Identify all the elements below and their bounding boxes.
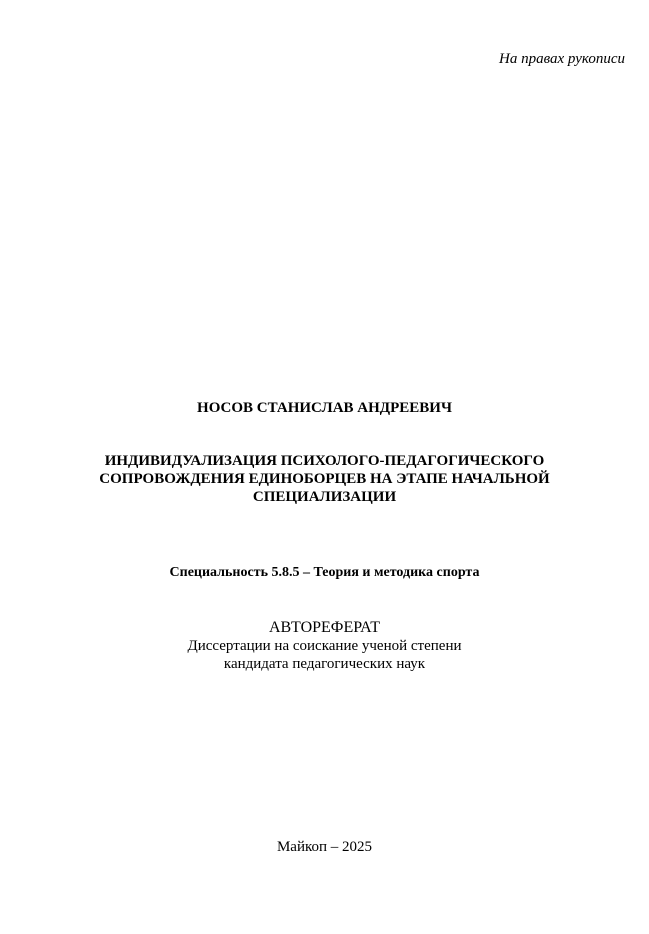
city-year: Майкоп – 2025	[276, 839, 373, 855]
abstract-label: АВТОРЕФЕРАТ	[269, 619, 380, 636]
abstract-block	[0, 618, 649, 673]
dissertation-title	[0, 452, 649, 506]
specialty-line: Специальность 5.8.5 – Теория и методика спорта	[169, 565, 480, 580]
author-name: НОСОВ СТАНИСЛАВ АНДРЕЕВИЧ	[197, 400, 452, 416]
degree-line-1: Диссертации на соискание ученой степени	[187, 638, 462, 654]
degree-line-2: кандидата педагогических наук	[223, 656, 426, 672]
title-line-3: СПЕЦИАЛИЗАЦИИ	[252, 489, 397, 505]
title-line-2: СОПРОВОЖДЕНИЯ ЕДИНОБОРЦЕВ НА ЭТАПЕ НАЧАЛЬНОЙ	[99, 471, 550, 487]
manuscript-rights-note: На правах рукописи	[499, 51, 625, 67]
title-line-1: ИНДИВИДУАЛИЗАЦИЯ ПСИХОЛОГО-ПЕДАГОГИЧЕСКОГО	[104, 453, 545, 469]
